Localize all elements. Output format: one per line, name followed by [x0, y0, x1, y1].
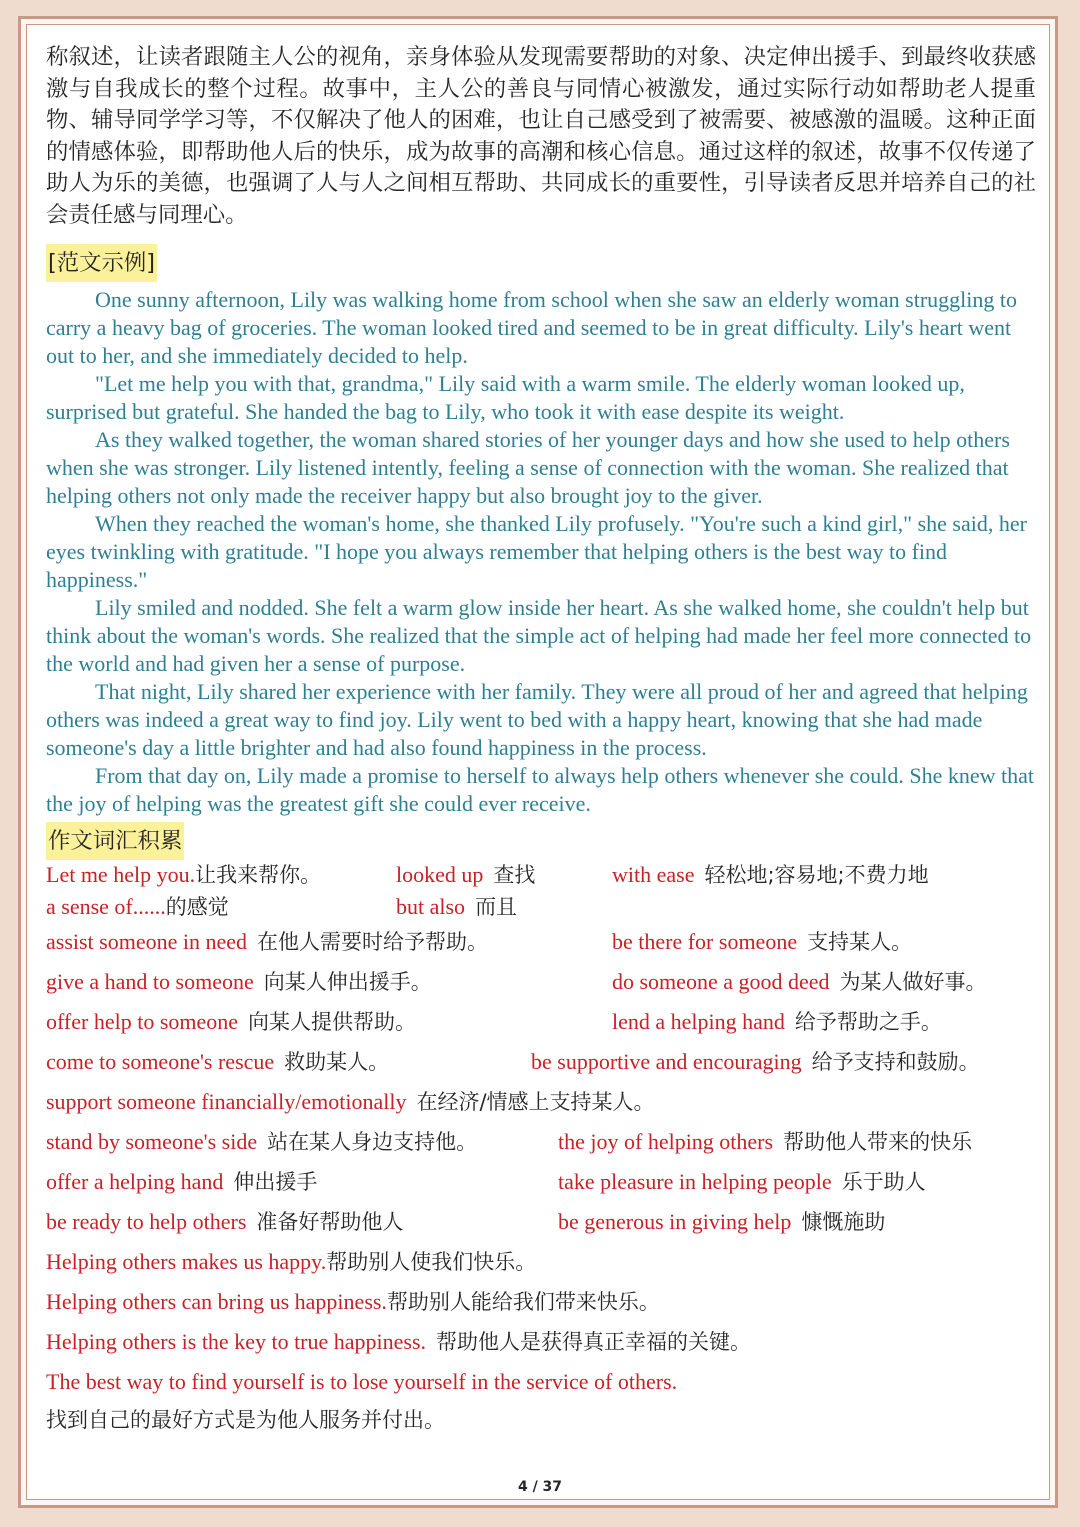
vocab-item — [46, 892, 229, 922]
vocab-item — [396, 892, 517, 922]
vocab-cn: 向某人伸出援手。 — [263, 969, 432, 994]
vocab-en: Helping others can bring us happiness. — [46, 1288, 387, 1314]
vocab-cn: 准备好帮助他人 — [256, 1209, 404, 1234]
vocab-item — [46, 1127, 477, 1157]
essay-paragraph: One sunny afternoon, Lily was walking home from school when she saw an elderly woman struggling to carry a heavy bag of groceries. The woman looked tired and seemed to be in great difficulty. Lily's heart went out to her, and she immediately decided to help. — [46, 286, 1017, 368]
vocab-en: be supportive and encouraging — [531, 1048, 802, 1074]
vocab-sentence — [46, 1367, 677, 1397]
vocab-en: assist someone in need — [46, 928, 248, 954]
vocab-en: be ready to help others — [46, 1208, 247, 1234]
vocab-cn: 轻松地;容易地;不费力地 — [704, 862, 929, 887]
vocab-en: give a hand to someone — [46, 968, 254, 994]
vocab-item — [46, 1087, 655, 1117]
vocab-item — [46, 860, 321, 890]
page-content — [46, 42, 1036, 1460]
vocab-en: take pleasure in helping people — [558, 1168, 832, 1194]
vocab-item — [531, 1047, 980, 1077]
vocab-en: stand by someone's side — [46, 1128, 258, 1154]
vocab-en: come to someone's rescue — [46, 1048, 275, 1074]
vocab-item — [558, 1167, 926, 1197]
vocab-cn: 在经济/情感上支持某人。 — [416, 1089, 655, 1114]
vocab-en: looked up — [396, 861, 484, 887]
vocab-en: offer help to someone — [46, 1008, 239, 1034]
vocab-en: with ease — [612, 861, 695, 887]
intro-paragraph: 称叙述，让读者跟随主人公的视角，亲身体验从发现需要帮助的对象、决定伸出援手、到最终收获感激与自我成长的整个过程。故事中，主人公的善良与同情心被激发，通过实际行动如帮助老人提重物、辅导同学学习等，不仅解决了他人的困难，也让自己感受到了被需要、被感激的温暖。这种正面的情感体验，即帮助他人后的快乐，成为故事的高潮和核心信息。通过这样的叙述，故事不仅传递了助人为乐的美德，也强调了人与人之间相互帮助、共同成长的重要性，引导读者反思并培养自己的社会责任感与同理心。 — [46, 44, 1036, 228]
vocabulary-heading: 作文词汇积累 — [46, 822, 184, 860]
vocab-cn: 帮助他人是获得真正幸福的关键。 — [436, 1329, 752, 1354]
essay-paragraph: As they walked together, the woman shared stories of her younger days and how she used to help others when she was stronger. Lily listened intently, feeling a sense of connection with the woman. She realized that helping others not only made the receiver happy but also brought joy to the giver. — [46, 426, 1010, 508]
vocab-item — [46, 1007, 416, 1037]
vocab-cn: 向某人提供帮助。 — [248, 1009, 417, 1034]
vocab-en: a sense of...... — [46, 893, 166, 919]
vocab-cn: 支持某人。 — [807, 929, 913, 954]
vocab-item — [558, 1207, 885, 1237]
vocab-cn: 的感觉 — [165, 894, 229, 919]
vocab-en: be generous in giving help — [558, 1208, 792, 1234]
sample-essay-heading: [范文示例] — [46, 244, 157, 282]
vocab-cn: 给予支持和鼓励。 — [811, 1049, 980, 1074]
vocab-item — [612, 967, 987, 997]
vocab-en: support someone financially/emotionally — [46, 1088, 407, 1114]
vocab-en: Let me help you. — [46, 861, 196, 887]
vocab-cn: 在他人需要时给予帮助。 — [257, 929, 489, 954]
vocabulary-list — [46, 860, 1036, 1460]
vocab-en: lend a helping hand — [612, 1008, 785, 1034]
vocab-sentence — [46, 1247, 536, 1277]
vocab-item — [612, 927, 912, 957]
vocab-item — [612, 860, 929, 890]
vocab-en: but also — [396, 893, 466, 919]
vocab-cn: 而且 — [475, 894, 518, 919]
vocab-sentence — [46, 1287, 660, 1317]
essay-paragraph: "Let me help you with that, grandma," Lily said with a warm smile. The elderly woman looked up, surprised but grateful. She handed the bag to Lily, who took it with ease despite its weight. — [46, 370, 965, 424]
vocab-cn: 站在某人身边支持他。 — [267, 1129, 478, 1154]
essay-paragraph: When they reached the woman's home, she thanked Lily profusely. "You're such a kind girl," she said, her eyes twinkling with gratitude. "I hope you always remember that helping others is the best way to find happiness." — [46, 510, 1027, 592]
vocab-en: Helping others is the key to true happiness. — [46, 1328, 427, 1354]
vocab-item — [46, 1207, 403, 1237]
vocab-sentence — [46, 1327, 751, 1357]
vocab-item — [46, 1047, 389, 1077]
sample-essay — [46, 286, 1036, 818]
essay-paragraph: From that day on, Lily made a promise to herself to always help others whenever she could. She knew that the joy of helping was the greatest gift she could ever receive. — [46, 762, 1035, 816]
vocab-en: do someone a good deed — [612, 968, 830, 994]
vocab-cn: 为某人做好事。 — [839, 969, 987, 994]
vocab-cn: 帮助别人使我们快乐。 — [326, 1249, 537, 1274]
vocab-sentence-translation — [46, 1405, 445, 1435]
essay-paragraph: Lily smiled and nodded. She felt a warm glow inside her heart. As she walked home, she couldn't help but think about the woman's words. She realized that the simple act of helping had made her feel more connected to the world and had given her a sense of purpose. — [46, 594, 1032, 676]
vocab-cn: 帮助别人能给我们带来快乐。 — [386, 1289, 660, 1314]
vocab-en: be there for someone — [612, 928, 798, 954]
essay-paragraph: That night, Lily shared her experience with her family. They were all proud of her and agreed that helping others was indeed a great way to find joy. Lily went to bed with a happy heart, knowing that she had made someone's day a little brighter and had also found happiness in the process. — [46, 678, 1028, 760]
page-number: 4 / 37 — [517, 1479, 563, 1495]
vocab-cn: 伸出援手 — [233, 1169, 318, 1194]
vocab-en: The best way to find yourself is to lose yourself in the service of others. — [46, 1368, 678, 1394]
vocab-en: the joy of helping others — [558, 1128, 774, 1154]
vocab-en: offer a helping hand — [46, 1168, 224, 1194]
vocab-item — [46, 1167, 317, 1197]
vocab-cn: 找到自己的最好方式是为他人服务并付出。 — [46, 1407, 445, 1432]
vocab-cn: 帮助他人带来的快乐 — [783, 1129, 973, 1154]
vocab-cn: 给予帮助之手。 — [794, 1009, 942, 1034]
vocab-cn: 救助某人。 — [284, 1049, 390, 1074]
vocab-item — [46, 927, 488, 957]
vocab-item — [396, 860, 535, 890]
vocab-cn: 慷慨施助 — [801, 1209, 886, 1234]
vocab-cn: 乐于助人 — [841, 1169, 926, 1194]
vocab-item — [46, 967, 432, 997]
vocab-item — [558, 1127, 972, 1157]
vocab-item — [612, 1007, 942, 1037]
vocab-cn: 让我来帮你。 — [195, 862, 322, 887]
vocab-cn: 查找 — [493, 862, 536, 887]
vocab-en: Helping others makes us happy. — [46, 1248, 327, 1274]
